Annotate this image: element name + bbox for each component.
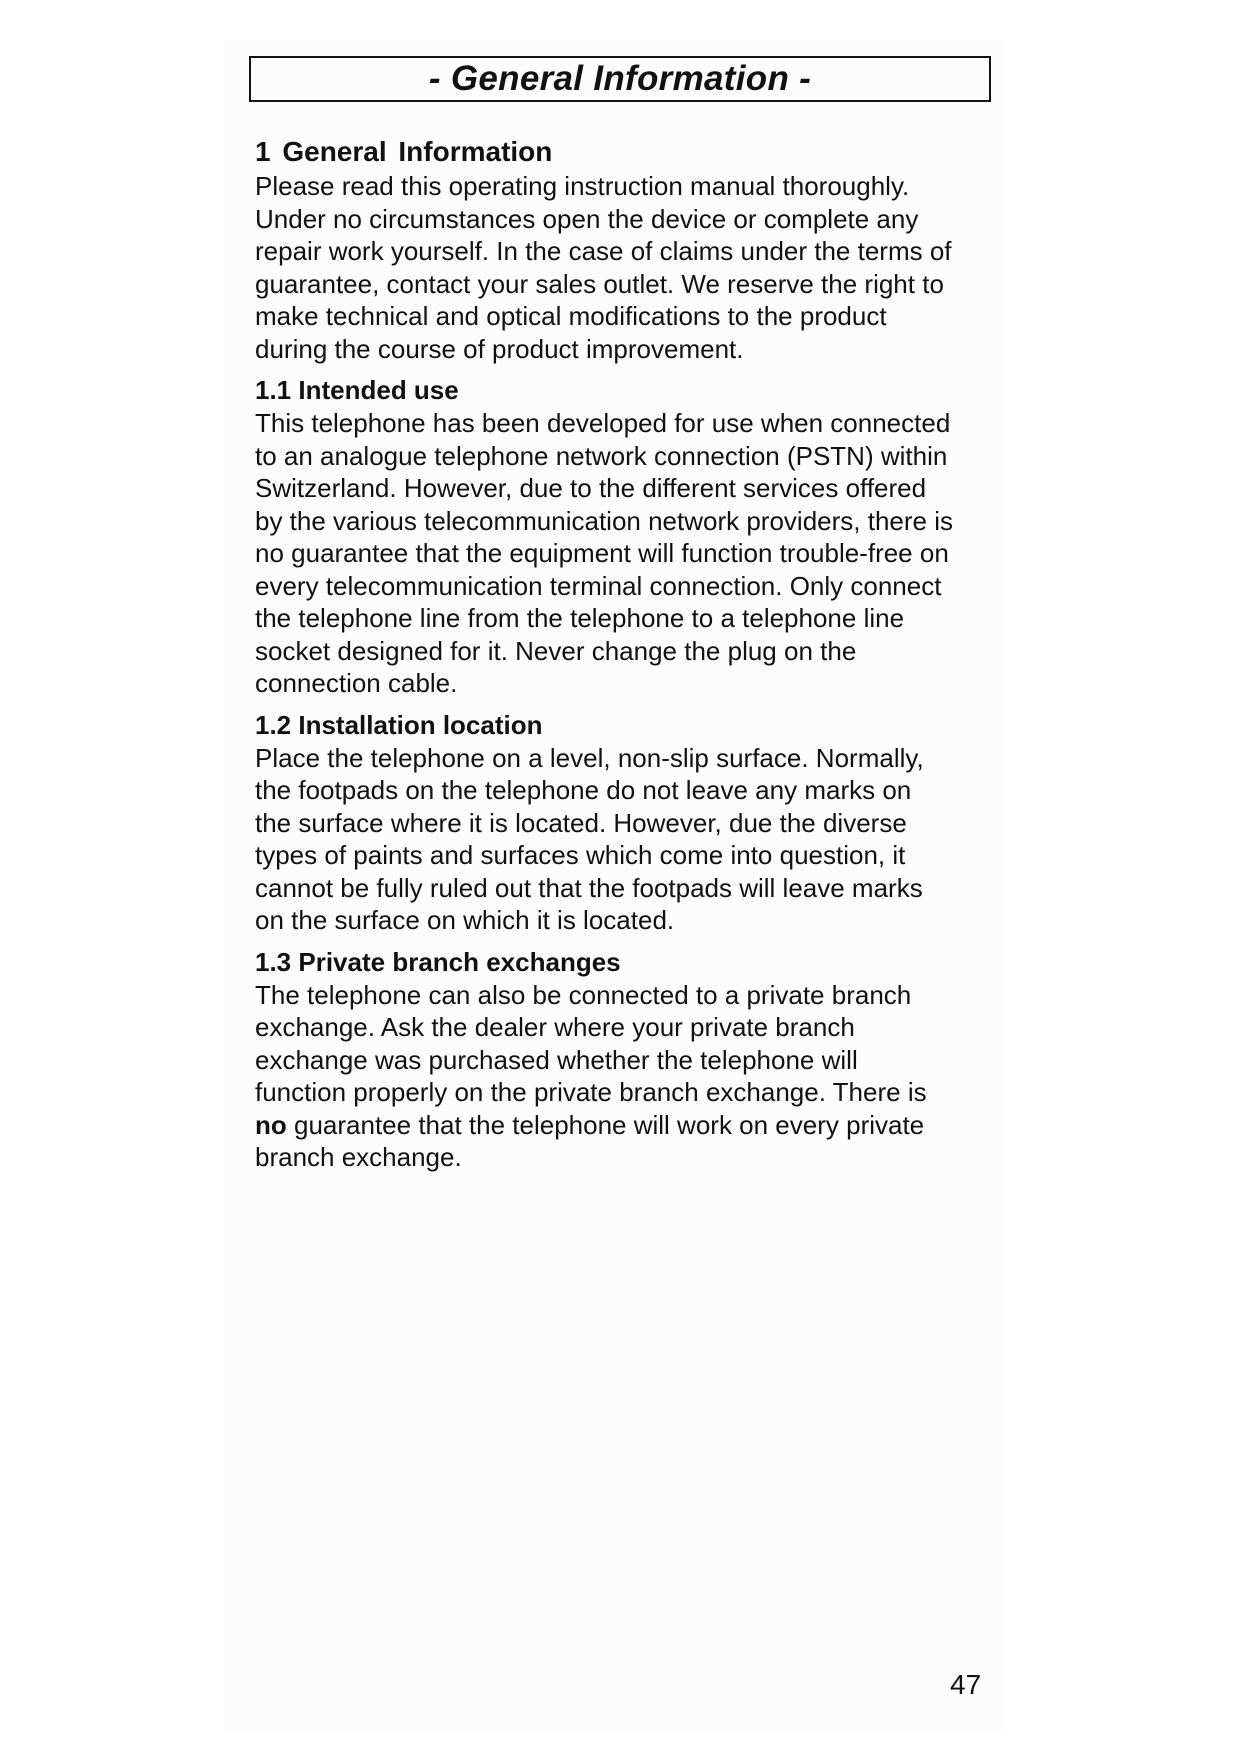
text-line: by the various telecommunication network providers, there is xyxy=(255,505,953,536)
text-line: on the surface on which it is located. xyxy=(255,905,675,935)
section-heading-installation-location: 1.2 Installation location xyxy=(255,709,543,740)
text-line: connection cable. xyxy=(255,668,458,698)
section-text-private-branch-exchanges xyxy=(255,979,1015,1174)
section-text-intended-use xyxy=(255,407,1015,700)
page-title: - General Information - xyxy=(428,59,812,98)
text-line: branch exchange. xyxy=(255,1142,462,1172)
text-line: Please read this operating instruction manual thoroughly. xyxy=(255,171,910,201)
text-line: This telephone has been developed for use when connected xyxy=(255,408,951,438)
section-heading-private-branch-exchanges: 1.3 Private branch exchanges xyxy=(255,946,621,977)
text-line: exchange was purchased whether the telephone will xyxy=(255,1044,858,1075)
document-body xyxy=(255,134,1015,1174)
text-line: the surface where it is located. However, due the diverse xyxy=(255,807,907,838)
text-line: during the course of product improvement. xyxy=(255,333,744,364)
text-fragment: guarantee that the telephone will work on every private xyxy=(286,1109,925,1140)
emphasis-no: no xyxy=(255,1109,287,1140)
text-line: no guarantee that the equipment will function trouble-free on xyxy=(255,538,949,568)
text-line: The telephone can also be connected to a private branch xyxy=(255,979,912,1010)
text-line-with-emphasis xyxy=(255,1109,1015,1142)
section-heading-general-information: 1 General Information xyxy=(255,136,553,167)
section-text-general-information xyxy=(255,170,1015,365)
text-line: guarantee, contact your sales outlet. We reserve the right to xyxy=(255,268,944,299)
text-line: socket designed for it. Never change the plug on the xyxy=(255,635,857,666)
text-line: Switzerland. However, due to the different services offered xyxy=(255,473,927,503)
section-text-installation-location xyxy=(255,742,1015,937)
text-line: Place the telephone on a level, non-slip surface. Normally, xyxy=(255,742,924,773)
text-line: function properly on the private branch exchange. There is xyxy=(255,1077,927,1107)
text-line: exchange. Ask the dealer where your private branch xyxy=(255,1012,855,1042)
text-line: cannot be fully ruled out that the footpads will leave marks xyxy=(255,872,923,903)
text-line: to an analogue telephone network connection (PSTN) within xyxy=(255,440,948,471)
section-heading-intended-use: 1.1 Intended use xyxy=(255,375,459,405)
text-line: repair work yourself. In the case of claims under the terms of xyxy=(255,236,952,266)
text-line: every telecommunication terminal connection. Only connect xyxy=(255,570,942,601)
text-line: Under no circumstances open the device or complete any xyxy=(255,203,919,234)
text-line: the footpads on the telephone do not leave any marks on xyxy=(255,775,912,805)
text-line: the telephone line from the telephone to a telephone line xyxy=(255,603,905,633)
page-title-box xyxy=(249,56,991,102)
text-line: types of paints and surfaces which come into question, it xyxy=(255,840,906,870)
page-number: 47 xyxy=(950,1669,982,1700)
text-line: make technical and optical modifications to the product xyxy=(255,301,887,331)
